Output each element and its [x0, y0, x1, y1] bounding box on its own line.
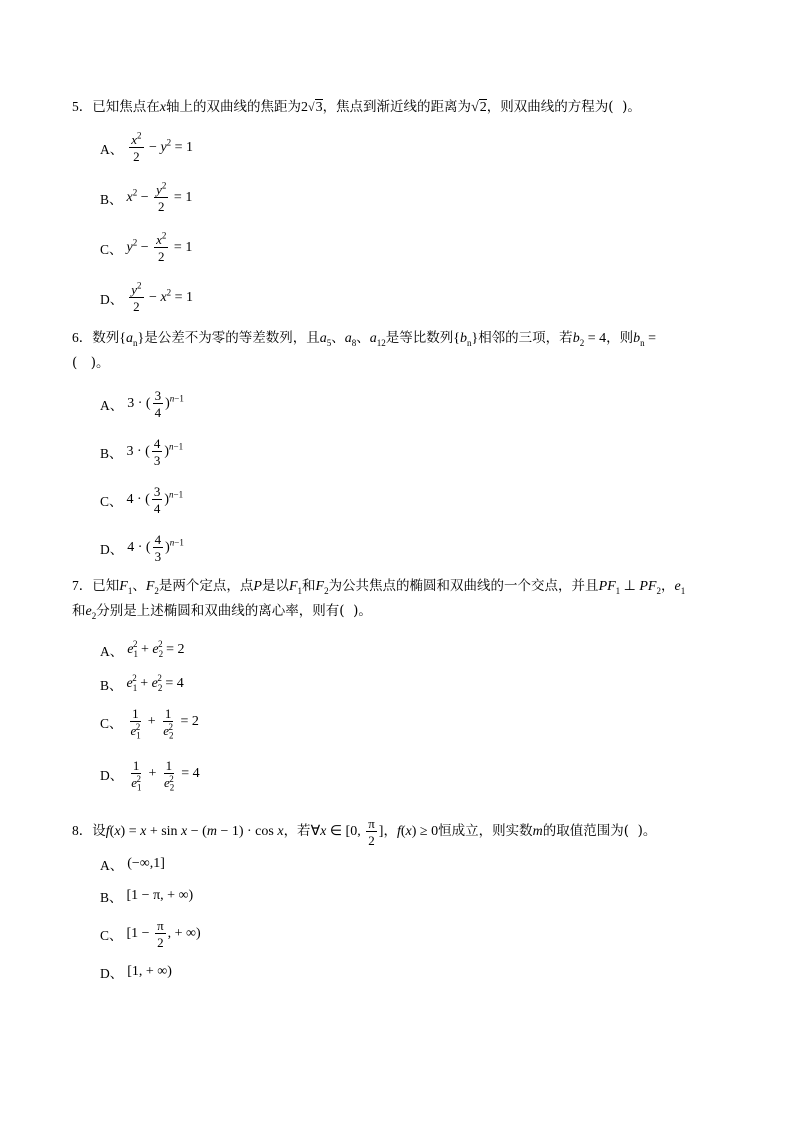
formula: $x^2$ − $\frac{y^2}{2}$ = 1 — [126, 180, 193, 214]
q6-option-a[interactable]: A、 3 · ( $\frac{3}{4}$ )$^{n-1}$ — [100, 388, 184, 420]
formula: $y^2$ − $\frac{x^2}{2}$ = 1 — [126, 230, 193, 264]
formula: $\frac{x^2}{2}$ − $y^2 = 1$ — [131, 130, 194, 164]
q7-option-d[interactable]: D、 $\frac{1}{e_1^2}$ + $\frac{1}{e_2^2}$ = 4 — [100, 758, 200, 793]
formula: 4 · ( $\frac{3}{4}$ )$^{n-1}$ — [126, 484, 184, 516]
formula: 3 · ( $\frac{4}{3}$ )$^{n-1}$ — [126, 436, 184, 468]
formula: 3 · ( $\frac{3}{4}$ )$^{n-1}$ — [127, 388, 184, 420]
q8-option-d[interactable]: D、 [1, + ∞) — [100, 964, 172, 981]
q7-option-a[interactable]: A、 $e_1^2 + e_2^2 = 2$ — [100, 639, 185, 659]
q5-option-a[interactable]: A、 $\frac{x^2}{2}$ − $y^2 = 1$ — [100, 130, 194, 164]
q5-option-b[interactable]: B、 $x^2$ − $\frac{y^2}{2}$ = 1 — [100, 180, 193, 214]
formula: [1, + ∞) — [127, 964, 172, 979]
q6-option-b[interactable]: B、 3 · ( $\frac{4}{3}$ )$^{n-1}$ — [100, 436, 184, 468]
formula: $e_1^2 + e_2^2 = 2$ — [127, 639, 185, 659]
q7-option-b[interactable]: B、 $e_1^2 + e_2^2 = 4$ — [100, 673, 184, 693]
q6-option-d[interactable]: D、 4 · ( $\frac{4}{3}$ )$^{n-1}$ — [100, 532, 184, 564]
formula: $e_1^2 + e_2^2 = 4$ — [126, 673, 184, 693]
formula: $\frac{1}{e_1^2}$ + $\frac{1}{e_2^2}$ = 4 — [131, 758, 200, 793]
formula: [1 − π, + ∞) — [126, 888, 194, 903]
formula: (−∞,1] — [127, 856, 165, 871]
q6-option-c[interactable]: C、 4 · ( $\frac{3}{4}$ )$^{n-1}$ — [100, 484, 184, 516]
q8-option-c[interactable]: C、 [1 − $\frac{\pi}{2}$ , + ∞) — [100, 918, 201, 950]
q7-option-c[interactable]: C、 $\frac{1}{e_1^2}$ + $\frac{1}{e_2^2}$ = 2 — [100, 706, 199, 741]
question-7: 7．已知$F_1$、$F_2$是两个定点，点P是以$F_1$和$F_2$为公共焦点的椭圆和双曲线的一个交点，并且$PF_1$ ⊥ $PF_2$，$e_1$ 和$e_2$分别是上述椭圆和双曲线的离心率，则有( )。 — [72, 578, 686, 621]
question-8: 8．设f(x) = x + sin x − (m − 1) · cos x，若∀x ∈ [0, $\frac{\pi}{2}$ ]，f(x) ≥ 0恒成立，则实数m的取值范围为( )。 — [72, 816, 657, 848]
q5-option-c[interactable]: C、 $y^2$ − $\frac{x^2}{2}$ = 1 — [100, 230, 193, 264]
question-5: 5．已知焦点在x轴上的双曲线的焦距为2√3，焦点到渐近线的距离为√2，则双曲线的方程为( )。 — [72, 99, 641, 115]
q8-option-a[interactable]: A、 (−∞,1] — [100, 856, 165, 873]
q5-option-d[interactable]: D、 $\frac{y^2}{2}$ − $x^2 = 1$ — [100, 280, 194, 314]
formula: 4 · ( $\frac{4}{3}$ )$^{n-1}$ — [127, 532, 184, 564]
q8-option-b[interactable]: B、 [1 − π, + ∞) — [100, 888, 194, 905]
question-6: 6．数列$\{a_n\}$是公差不为零的等差数列，且$a_5$、$a_8$、$a_{12}$是等比数列$\{b_n\}$相邻的三项，若$b_2 = 4$，则$b_n$ = ( )。 — [72, 330, 656, 371]
formula: $\frac{y^2}{2}$ − $x^2 = 1$ — [131, 280, 194, 314]
formula: $\frac{1}{e_1^2}$ + $\frac{1}{e_2^2}$ = 2 — [130, 706, 199, 741]
formula: [1 − $\frac{\pi}{2}$ , + ∞) — [126, 918, 201, 950]
